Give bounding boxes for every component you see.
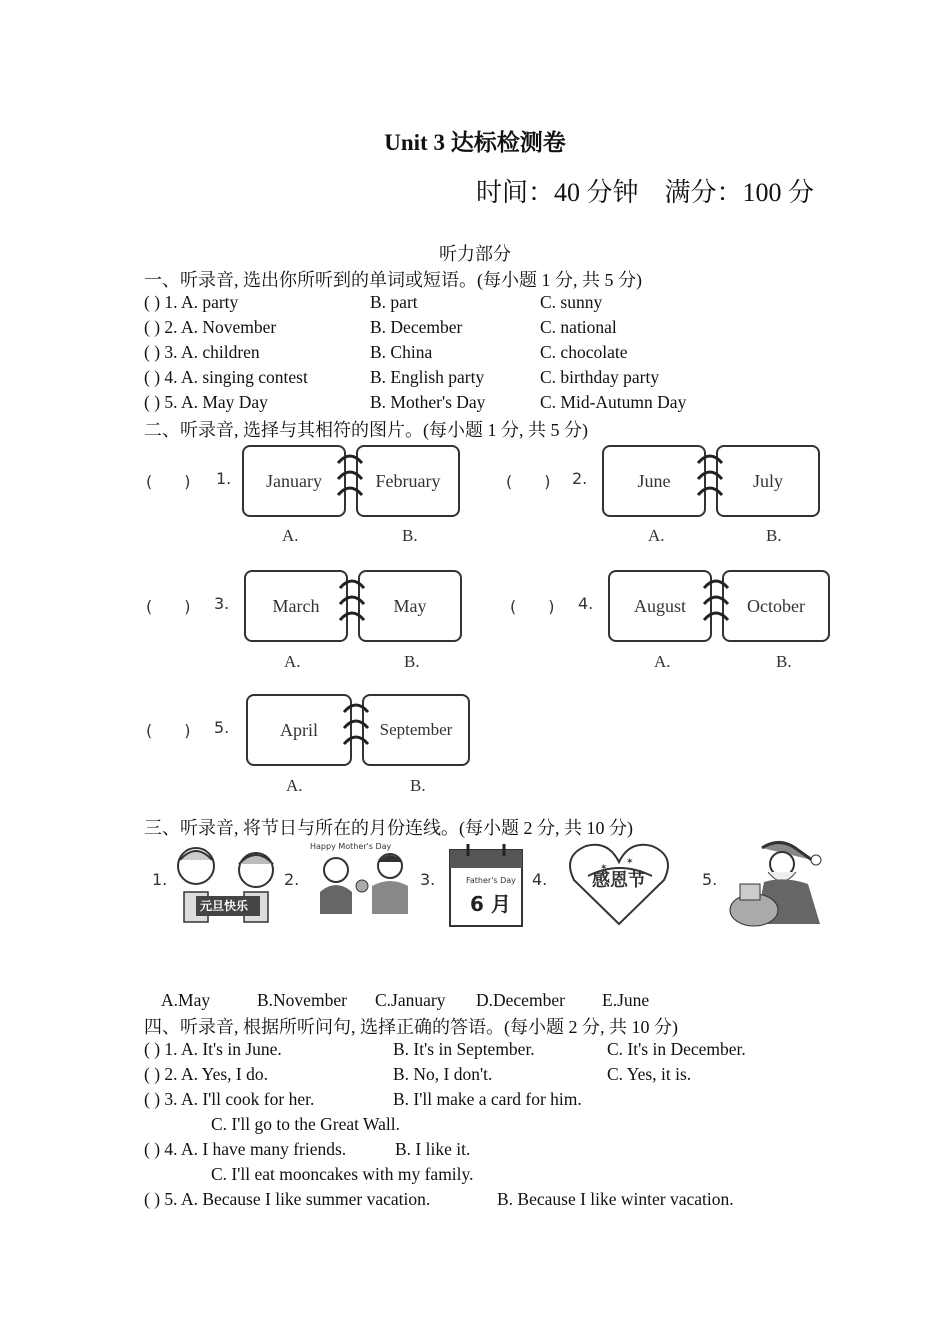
answer-paren: ( ) bbox=[506, 472, 551, 491]
section1-heading: 一、听录音, 选出你所听到的单词或短语。(每小题 1 分, 共 5 分) bbox=[144, 270, 642, 290]
calendar-card-a: January bbox=[242, 445, 346, 517]
calendar-card-a: April bbox=[246, 694, 352, 766]
calendar-card-a: August bbox=[608, 570, 712, 642]
section3-heading: 三、听录音, 将节日与所在的月份连线。(每小题 2 分, 共 10 分) bbox=[144, 818, 633, 838]
s4-q5-b: B. Because I like winter vacation. bbox=[497, 1189, 734, 1209]
s4-q4-b: B. I like it. bbox=[395, 1139, 471, 1159]
binder-ring-icon bbox=[334, 449, 366, 509]
calendar-card-b: July bbox=[716, 445, 820, 517]
s4-q3-c: C. I'll go to the Great Wall. bbox=[211, 1114, 401, 1134]
month-option-a: A.May bbox=[161, 990, 211, 1010]
listening-part-heading: 听力部分 bbox=[439, 244, 511, 264]
calendar-caption: Father's Day bbox=[466, 876, 516, 885]
s4-q1-c: C. It's in December. bbox=[607, 1039, 746, 1059]
s1-q5-b: B. Mother's Day bbox=[370, 392, 486, 412]
picture-caption: 元旦快乐 bbox=[200, 899, 249, 913]
picture-caption: 感恩节 bbox=[592, 870, 646, 891]
s1-q4-b: B. English party bbox=[370, 367, 485, 387]
s4-q1-b: B. It's in September. bbox=[393, 1039, 535, 1059]
picture-number: 3. bbox=[420, 870, 436, 889]
item-number: 2. bbox=[572, 469, 588, 488]
calendar-card-b: September bbox=[362, 694, 470, 766]
calendar-date: 6 月 bbox=[470, 892, 511, 916]
label-b: B. bbox=[766, 526, 782, 545]
month-option-d: D.December bbox=[476, 990, 565, 1010]
section2-heading: 二、听录音, 选择与其相符的图片。(每小题 1 分, 共 5 分) bbox=[144, 420, 588, 440]
item-number: 4. bbox=[578, 594, 594, 613]
picture-number: 5. bbox=[702, 870, 718, 889]
answer-paren: ( ) bbox=[510, 597, 555, 616]
picture-number: 4. bbox=[532, 870, 548, 889]
s4-q3-b: B. I'll make a card for him. bbox=[393, 1089, 582, 1109]
s4-q4-a: ( ) 4. A. I have many friends. bbox=[144, 1139, 347, 1159]
binder-ring-icon bbox=[336, 574, 368, 634]
item-number: 5. bbox=[214, 718, 230, 737]
picture-number: 1. bbox=[152, 870, 168, 889]
santa-claus-picture bbox=[728, 838, 828, 928]
s4-q2-b: B. No, I don't. bbox=[393, 1064, 493, 1084]
s1-q1-c: C. sunny bbox=[540, 292, 603, 312]
item-number: 3. bbox=[214, 594, 230, 613]
s1-q2-b: B. December bbox=[370, 317, 463, 337]
s4-q1-a: ( ) 1. A. It's in June. bbox=[144, 1039, 282, 1059]
binder-ring-icon bbox=[340, 698, 372, 758]
s4-q5-a: ( ) 5. A. Because I like summer vacation. bbox=[144, 1189, 431, 1209]
month-option-e: E.June bbox=[602, 990, 650, 1010]
s4-q4-c: C. I'll eat mooncakes with my family. bbox=[211, 1164, 474, 1184]
label-a: A. bbox=[282, 526, 299, 545]
s1-q3-a: ( ) 3. A. children bbox=[144, 342, 260, 362]
answer-paren: ( ) bbox=[146, 597, 191, 616]
item-number: 1. bbox=[216, 469, 232, 488]
s1-q5-c: C. Mid-Autumn Day bbox=[540, 392, 687, 412]
label-a: A. bbox=[286, 776, 303, 795]
svg-text:✶: ✶ bbox=[626, 856, 634, 866]
label-a: A. bbox=[284, 652, 301, 671]
calendar-card-b: May bbox=[358, 570, 462, 642]
s1-q5-a: ( ) 5. A. May Day bbox=[144, 392, 268, 412]
s4-q3-a: ( ) 3. A. I'll cook for her. bbox=[144, 1089, 315, 1109]
label-b: B. bbox=[404, 652, 420, 671]
month-option-b: B.November bbox=[257, 990, 347, 1010]
calendar-card-a: March bbox=[244, 570, 348, 642]
svg-text:✶: ✶ bbox=[600, 862, 608, 872]
label-b: B. bbox=[776, 652, 792, 671]
s1-q4-a: ( ) 4. A. singing contest bbox=[144, 367, 308, 387]
s1-q2-c: C. national bbox=[540, 317, 617, 337]
picture-caption: Happy Mother's Day bbox=[310, 842, 392, 851]
label-a: A. bbox=[648, 526, 665, 545]
s1-q2-a: ( ) 2. A. November bbox=[144, 317, 277, 337]
s1-q3-b: B. China bbox=[370, 342, 433, 362]
mothers-day-picture bbox=[306, 852, 414, 916]
answer-paren: ( ) bbox=[146, 472, 191, 491]
calendar-card-b: October bbox=[722, 570, 830, 642]
answer-paren: ( ) bbox=[146, 721, 191, 740]
s1-q1-a: ( ) 1. A. party bbox=[144, 292, 239, 312]
s1-q1-b: B. part bbox=[370, 292, 418, 312]
calendar-card-b: February bbox=[356, 445, 460, 517]
calendar-card-a: June bbox=[602, 445, 706, 517]
time-score-info: 时间：40 分钟 满分：100 分 bbox=[476, 178, 815, 207]
s1-q4-c: C. birthday party bbox=[540, 367, 660, 387]
picture-number: 2. bbox=[284, 870, 300, 889]
s1-q3-c: C. chocolate bbox=[540, 342, 628, 362]
binder-ring-icon bbox=[700, 574, 732, 634]
month-option-c: C.January bbox=[375, 990, 446, 1010]
s4-q2-c: C. Yes, it is. bbox=[607, 1064, 692, 1084]
s4-q2-a: ( ) 2. A. Yes, I do. bbox=[144, 1064, 268, 1084]
label-b: B. bbox=[410, 776, 426, 795]
label-a: A. bbox=[654, 652, 671, 671]
page-title: Unit 3 达标检测卷 bbox=[384, 130, 566, 155]
binder-ring-icon bbox=[694, 449, 726, 509]
section4-heading: 四、听录音, 根据所听问句, 选择正确的答语。(每小题 2 分, 共 10 分) bbox=[144, 1017, 678, 1037]
new-year-kids-picture bbox=[168, 840, 284, 932]
label-b: B. bbox=[402, 526, 418, 545]
